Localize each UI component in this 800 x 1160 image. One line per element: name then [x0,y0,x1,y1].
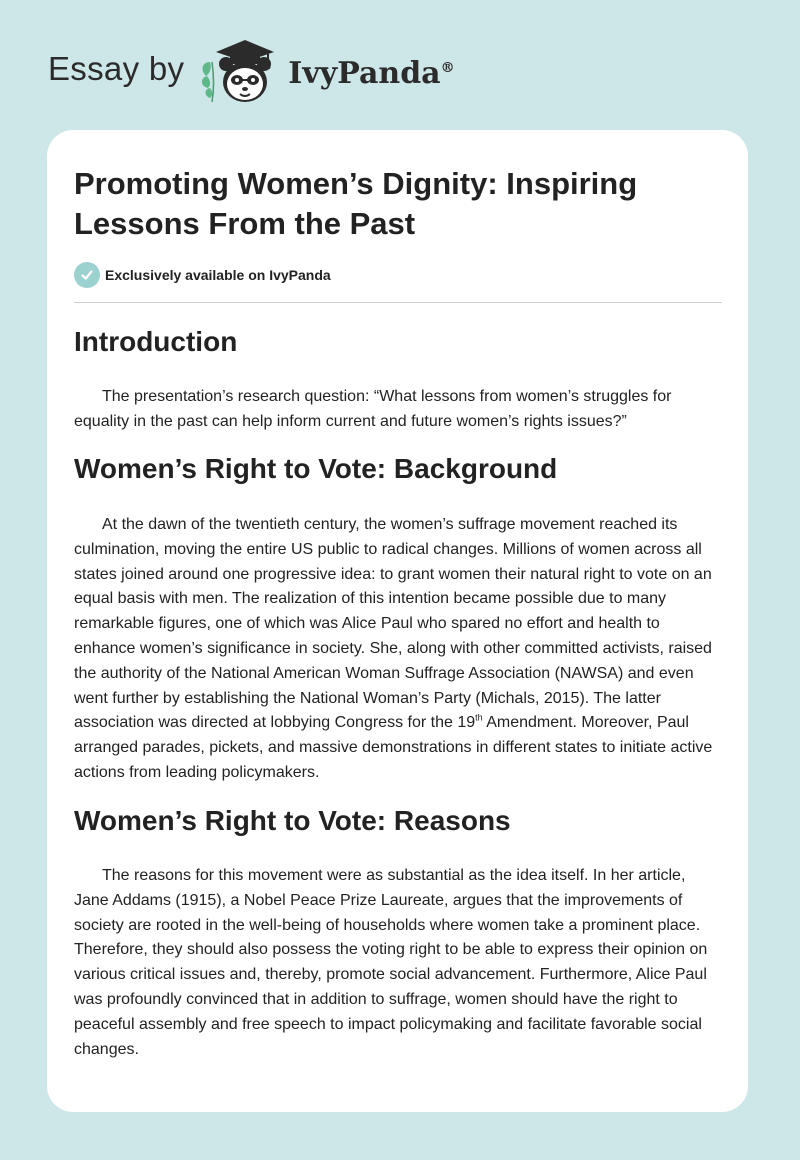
brand-name[interactable] [288,56,454,91]
brand-text: IvyPanda [288,55,441,91]
section-heading-introduction: Introduction [74,326,238,357]
paragraph-text-part: At the dawn of the twentieth century, the women’s suffrage movement reached its culmination, moving the entire US public to radical changes. Millions of women across all states joined around one progressive idea: to grant women their natural right to vote on an equal basis with men. The realization of this intention became possible due to many remarkable figures, one of which was Alice Paul who spared no effort and health to enhance women’s significance in society. She, along with other committed activists, raised the authority of the National American Woman Suffrage Association (NAWSA) and even went further by establishing the National Woman’s Party (Michals, 2015). The latter association was directed at lobbying Congress for the 19 [74,516,712,732]
section-heading-reasons: Women’s Right to Vote: Reasons [74,805,511,836]
badge-label: Exclusively available on IvyPanda [105,267,331,283]
article-title: Promoting Women’s Dignity: Inspiring Lessons From the Past [74,166,638,241]
section-heading-background: Women’s Right to Vote: Background [74,453,558,484]
site-header [48,36,455,108]
article-card [47,130,748,1112]
panda-logo-icon[interactable] [198,36,282,108]
ordinal-suffix: th [475,713,483,724]
essay-by-label: Essay by [48,50,185,87]
check-icon [74,262,100,288]
paragraph-text-part: Amendment. Moreover, Paul arranged parades, pickets, and massive demonstrations in different states to initiate active actions from leading policymakers. [74,714,713,781]
exclusive-badge [74,262,331,288]
divider [74,302,722,303]
section-paragraph-background [74,513,722,786]
section-paragraph-reasons: The reasons for this movement were as substantial as the idea itself. In her article, Jane Addams (1915), a Nobel Peace Prize Laureate, argues that the improvements of society are rooted in the well-being of households where women take a prominent place. Therefore, they should also possess the voting right to be able to express their opinion on various critical issues and, thereby, promote social advancement. Furthermore, Alice Paul was profoundly convinced that in addition to suffrage, women should have the right to peaceful assembly and free speech to impact policymaking and facilitate favorable social changes. [74,867,708,1058]
section-paragraph-introduction: The presentation’s research question: “What lessons from women’s struggles for equality in the past can help inform current and future women’s rights issues?” [74,388,672,430]
registered-mark: ® [440,59,455,76]
